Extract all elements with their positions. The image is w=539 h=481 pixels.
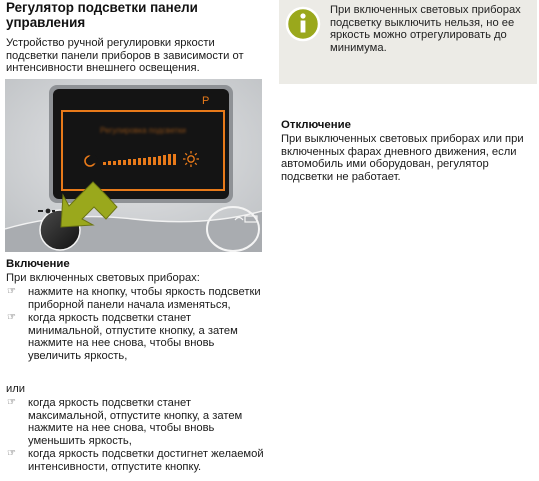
list-item — [6, 312, 264, 362]
list-item — [6, 397, 264, 447]
blurred-caption: Регулировка подсветки — [99, 126, 187, 135]
step-text: когда яркость подсветки станет минимальной, отпустите кнопку, а затем нажмите на нее снова, чтобы вновь увеличить яркость, — [28, 312, 238, 362]
enable-heading: Включение — [6, 258, 70, 270]
hand-pointer-icon: ☞ — [7, 448, 16, 460]
disable-heading: Отключение — [281, 119, 351, 131]
step-text: когда яркость подсветки достигнет желаемой интенсивности, отпустите кнопку. — [28, 448, 264, 473]
step-text: когда яркость подсветки станет максимальной, отпустите кнопку, а затем нажмите на нее снова, чтобы вновь уменьшить яркость, — [28, 397, 243, 447]
section-title: Регулятор подсветки панели управления — [6, 0, 198, 30]
indicator-letter: P — [202, 95, 210, 107]
hand-pointer-icon: ☞ — [7, 397, 16, 408]
enable-steps-b — [6, 397, 264, 474]
list-item — [6, 286, 264, 311]
enable-lead: При включенных световых приборах: — [6, 272, 200, 284]
hand-pointer-icon: ☞ — [7, 286, 16, 297]
hand-pointer-icon: ☞ — [7, 312, 16, 324]
step-text: нажмите на кнопку, чтобы яркость подсветки приборной панели начала изменяться, — [28, 286, 261, 311]
dashboard-illustration — [5, 79, 262, 252]
enable-steps-a — [6, 286, 264, 363]
info-text: При включенных световых приборах подсветку выключить нельзя, но ее яркость можно отрегулировать до минимума. — [330, 4, 521, 54]
info-icon — [283, 4, 323, 44]
list-item — [6, 448, 264, 473]
disable-text: При выключенных световых приборах или при включенных фарах дневного движения, если автомобиль ими оборудован, регулятор подсветки не работает. — [281, 133, 524, 183]
intro-text: Устройство ручной регулировки яркости подсветки панели приборов в зависимости от интенсивности внешнего освещения. — [6, 37, 244, 75]
dashboard-drawing — [5, 79, 262, 252]
or-label: или — [6, 383, 26, 395]
info-box — [279, 0, 537, 84]
